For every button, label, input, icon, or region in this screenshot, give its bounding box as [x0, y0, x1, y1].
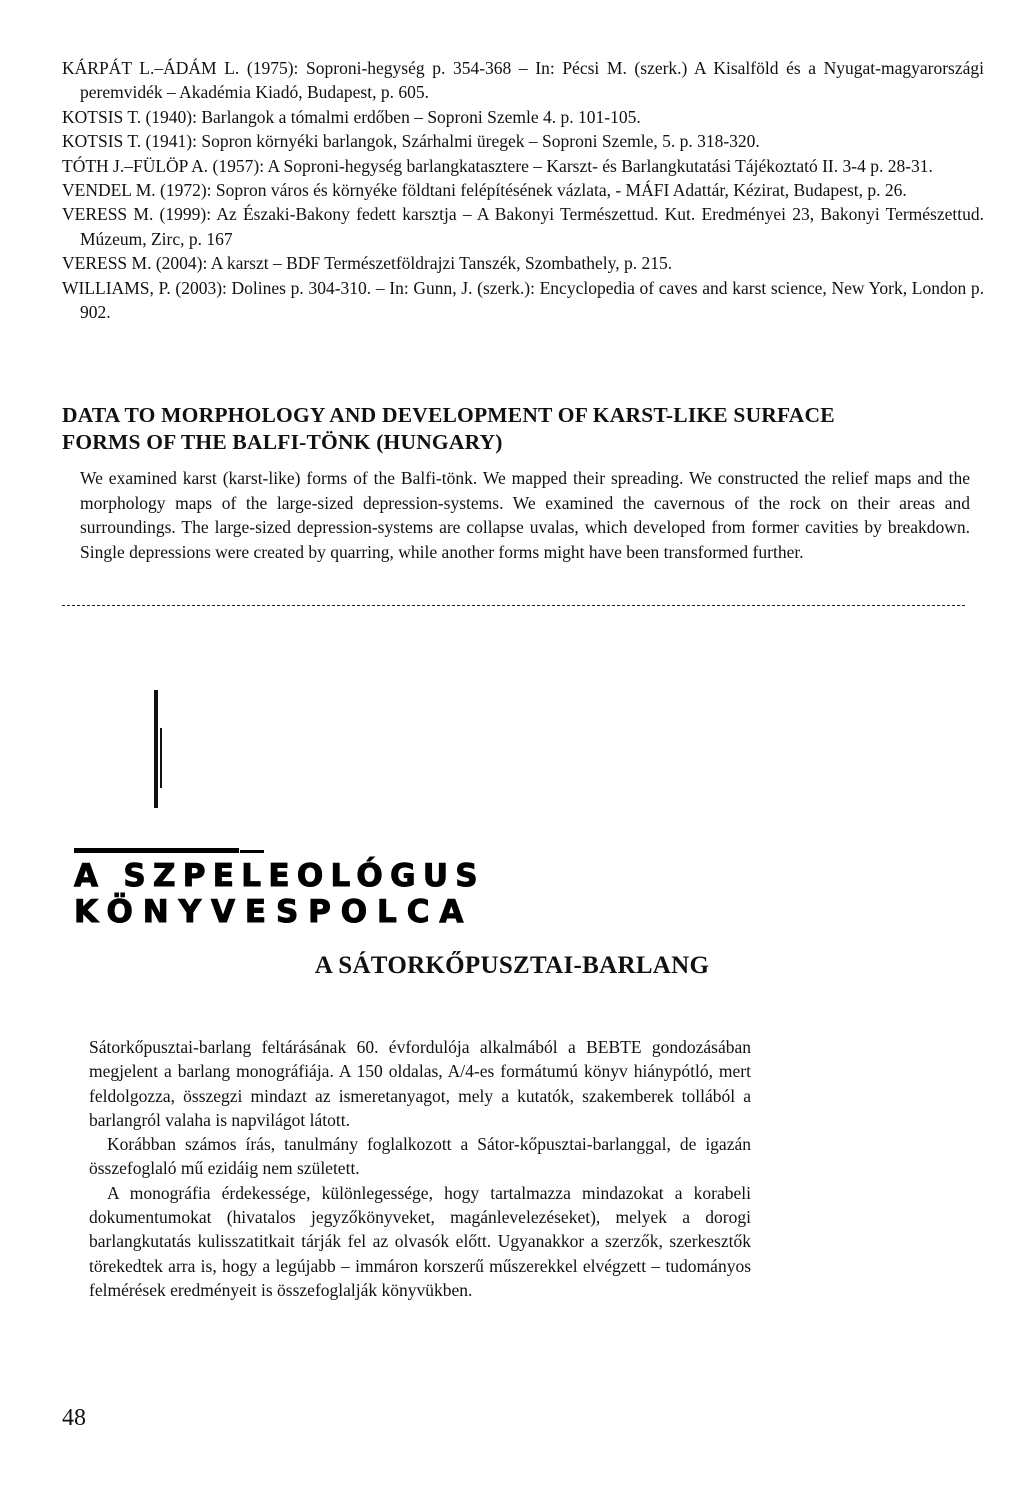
decorative-bar	[160, 728, 162, 788]
badge-line-1: A SZPELEOLÓGUS	[74, 858, 485, 894]
reference-entry: KOTSIS T. (1940): Barlangok a tómalmi erdőben – Soproni Szemle 4. p. 101-105.	[62, 106, 641, 127]
section-divider	[62, 605, 965, 606]
reference-entry: VERESS M. (1999): Az Északi-Bakony fedett karsztja – A Bakonyi Természettud. Kut. Eredményei 23, Bakonyi Természettud. Múzeum, Zirc, p. 167	[62, 204, 984, 249]
badge-bar	[240, 850, 264, 853]
abstract-body: We examined karst (karst-like) forms of the Balfi-tönk. We mapped their spreading. We constructed the relief maps and the morphology maps of the large-sized depression-systems. We examined the cavernous of the rock on their areas and surroundings. The large-sized depression-systems are collapse uvalas, which developed from former cavities by breakdown. Single depressions were created by quarring, while another forms might have been transformed further.	[80, 468, 970, 562]
reference-entry: KÁRPÁT L.–ÁDÁM L. (1975): Soproni-hegység p. 354-368 – In: Pécsi M. (szerk.) A Kisalföld és a Nyugat-magyarországi peremvidék – Akadémia Kiadó, Budapest, p. 605.	[62, 58, 984, 103]
book-review	[89, 1035, 751, 1302]
abstract-title	[62, 402, 984, 456]
reference-entry: WILLIAMS, P. (2003): Dolines p. 304-310. – In: Gunn, J. (szerk.): Encyclopedia of caves and karst science, New York, London p. 902.	[62, 277, 984, 323]
badge-line-2: KÖNYVESPOLCA	[74, 894, 474, 930]
badge-bar	[74, 848, 239, 853]
reference-entry: KOTSIS T. (1941): Sopron környéki barlangok, Szárhalmi üregek – Soproni Szemle, 5. p. 318-320.	[62, 131, 760, 152]
section-badge	[74, 848, 485, 936]
review-paragraph: Korábban számos írás, tanulmány foglalkozott a Sátor-kőpusztai-barlanggal, de igazán összefoglaló mű ezidáig nem született.	[89, 1134, 751, 1179]
reference-entry: VERESS M. (2004): A karszt – BDF Természetföldrajzi Tanszék, Szombathely, p. 215.	[62, 253, 673, 274]
abstract-title-line: DATA TO MORPHOLOGY AND DEVELOPMENT OF KARST-LIKE SURFACE	[62, 403, 835, 427]
reference-list	[62, 56, 984, 324]
page-number: 48	[62, 1405, 86, 1431]
review-paragraph: Sátorkőpusztai-barlang feltárásának 60. évfordulója alkalmából a BEBTE gondozásában megjelent a barlang monográfiája. A 150 oldalas, A/4-es formátumú könyv hiánypótló, mert feldolgozza, összegzi mindazt az ismeretanyagot, mely a kutatók, szakemberek tollából a barlangról valaha is napvilágot látott.	[89, 1037, 751, 1130]
reference-entry: VENDEL M. (1972): Sopron város és környéke földtani felépítésének vázlata, - MÁFI Adattár, Kézirat, Budapest, p. 26.	[62, 180, 907, 201]
decorative-bar	[154, 690, 158, 808]
reference-entry: TÓTH J.–FÜLÖP A. (1957): A Soproni-hegység barlangkatasztere – Karszt- és Barlangkutatási Tájékoztató II. 3-4 p. 28-31.	[62, 155, 933, 176]
book-title: A SÁTORKŐPUSZTAI-BARLANG	[314, 952, 710, 979]
abstract-title-line: FORMS OF THE BALFI-TÖNK (HUNGARY)	[62, 430, 503, 454]
review-paragraph: A monográfia érdekessége, különlegessége, hogy tartalmazza mindazokat a korabeli dokumentumokat (hivatalos jegyzőkönyveket, magánlevelezéseket), melyek a dorogi barlangkutatás kulisszatitkait tárják fel az olvasók előtt. Ugyanakkor a szerzők, szerkesztők törekedtek arra is, hogy a legújabb – immáron korszerű műszerekkel elvégzett – tudományos felmérések eredményeit is összefoglalják könyvükben.	[89, 1182, 751, 1300]
